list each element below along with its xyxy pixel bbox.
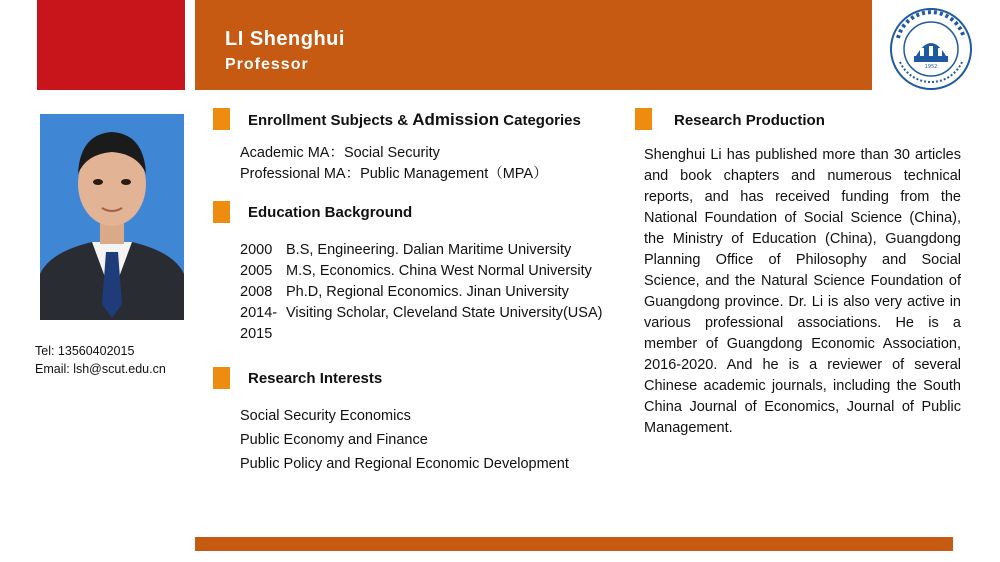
education-row	[240, 282, 602, 303]
education-row	[240, 261, 602, 282]
interest-item: Social Security Economics	[240, 408, 411, 424]
education-marker	[213, 201, 230, 223]
profile-photo	[40, 114, 184, 320]
contact-info	[35, 342, 166, 378]
education-year: 2015	[240, 326, 273, 342]
education-degree: Visiting Scholar, Cleveland State University(USA)	[286, 305, 603, 321]
header-bar	[195, 0, 872, 90]
portrait-image	[40, 114, 184, 320]
professor-title: Professor	[225, 56, 309, 73]
enrollment-line: Academic MA：Social Security	[240, 145, 440, 161]
production-marker	[635, 108, 652, 130]
logo-year: 1952	[924, 64, 938, 70]
education-title: Education Background	[248, 204, 413, 221]
contact-email: Email: lsh@scut.edu.cn	[35, 362, 166, 376]
production-title: Research Production	[674, 112, 825, 129]
enrollment-list	[240, 143, 548, 185]
interests-title: Research Interests	[248, 370, 383, 387]
interest-item: Public Economy and Finance	[240, 432, 428, 448]
enrollment-marker	[213, 108, 230, 130]
enrollment-title-part2: Admission	[412, 110, 500, 129]
education-year: 2008	[240, 284, 273, 300]
education-degree: M.S, Economics. China West Normal University	[286, 263, 592, 279]
education-year: 2014-	[240, 305, 278, 321]
education-year: 2000	[240, 242, 273, 258]
education-row	[240, 240, 602, 261]
professor-name: LI Shenghui	[225, 28, 345, 50]
enrollment-title-part1: Enrollment Subjects &	[248, 112, 413, 129]
red-accent-block	[37, 0, 185, 90]
interests-marker	[213, 367, 230, 389]
footer-bar	[195, 537, 953, 551]
interests-list	[240, 404, 569, 476]
enrollment-line: Professional MA：Public Management（MPA）	[240, 166, 548, 182]
interest-item: Public Policy and Regional Economic Development	[240, 456, 569, 472]
university-logo	[890, 8, 972, 90]
education-year: 2005	[240, 263, 273, 279]
production-paragraph: Shenghui Li has published more than 30 articles and book chapters and numerous technical reports, and has received funding from the National Foundation of Social Science (China), the Ministry of Education (China), Guangdong Planning Office of Philosophy and Social Science, and the Natural Science Foundation of Guangdong province. Dr. Li is also very active in various professional associations. He is a member of Guangdong Economic Association, 2016-2020. And he is a reviewer of several Chinese academic journals, including the South China Journal of Economics, Journal of Public Management.	[644, 147, 961, 436]
education-degree: Ph.D, Regional Economics. Jinan University	[286, 284, 569, 300]
education-row	[240, 303, 602, 324]
education-list	[240, 240, 602, 345]
enrollment-title-part3: Categories	[499, 112, 581, 129]
education-degree: B.S, Engineering. Dalian Maritime University	[286, 242, 572, 258]
enrollment-title	[248, 110, 581, 130]
education-row	[240, 324, 602, 345]
contact-tel: Tel: 13560402015	[35, 344, 135, 358]
